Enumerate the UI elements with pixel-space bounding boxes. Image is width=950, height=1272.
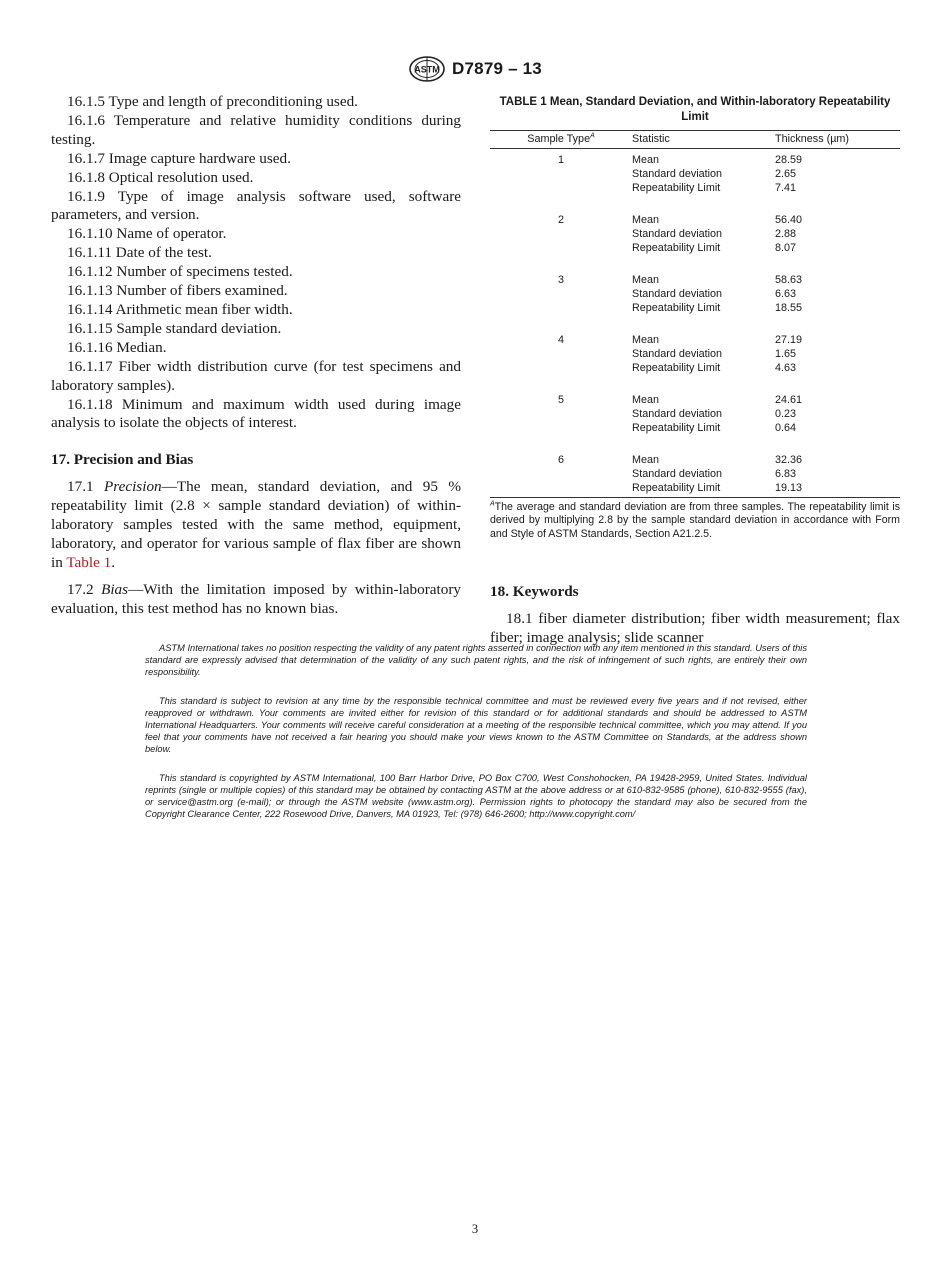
astm-logo-icon xyxy=(408,56,446,82)
bias-paragraph xyxy=(51,581,461,619)
list-item: 16.1.12 Number of specimens tested. xyxy=(67,263,293,281)
thickness-cell: 6.83 xyxy=(775,468,797,480)
statistic-cell: Standard deviation xyxy=(632,288,723,300)
precision-term: Precision xyxy=(103,478,162,496)
table-1-link[interactable]: Table 1 xyxy=(66,553,112,571)
sample-type-cell xyxy=(490,287,632,301)
table-row xyxy=(490,481,900,498)
statistic-cell: Mean xyxy=(632,394,660,406)
list-item: 16.1.14 Arithmetic mean fiber width. xyxy=(67,300,293,318)
para-number: 17.1 xyxy=(67,478,94,496)
table-row xyxy=(490,209,900,227)
statistic-cell: Mean xyxy=(632,154,660,166)
patent-notice: ASTM International takes no position respecting the validity of any patent rights asserted in connection with any item mentioned in this standard. Users of this standard are expressly advised that determination of the validity of any such patent rights, and the risk of infringement of such rights, are entirely their own responsibility. xyxy=(145,643,807,678)
statistic-cell: Repeatability Limit xyxy=(632,481,775,498)
svg-text:ASTM: ASTM xyxy=(414,64,440,75)
spacer-cell xyxy=(490,255,900,269)
period: . xyxy=(111,553,116,571)
sample-type-cell xyxy=(490,347,632,361)
statistic-cell: Standard deviation xyxy=(632,408,723,420)
statistics-table xyxy=(490,130,900,498)
sample-type-cell xyxy=(490,227,632,241)
sample-type-cell: 1 xyxy=(557,154,564,166)
table-row xyxy=(490,407,900,421)
sample-type-cell: 6 xyxy=(557,454,564,466)
thickness-cell: 27.19 xyxy=(775,334,803,346)
table-row xyxy=(490,149,900,168)
statistic-cell: Repeatability Limit xyxy=(632,182,721,194)
list-item: 16.1.13 Number of fibers examined. xyxy=(67,282,288,300)
sample-type-cell xyxy=(490,467,632,481)
table-row xyxy=(490,167,900,181)
row-spacer xyxy=(490,255,900,269)
list-item: 16.1.6 Temperature and relative humidity conditions during testing. xyxy=(51,111,461,148)
list-item: 16.1.8 Optical resolution used. xyxy=(67,168,254,186)
sample-type-cell: 2 xyxy=(557,214,564,226)
table-row xyxy=(490,467,900,481)
thickness-cell: 32.36 xyxy=(775,454,803,466)
table-body xyxy=(490,149,900,498)
table-row xyxy=(490,449,900,467)
row-spacer xyxy=(490,195,900,209)
list-item: 16.1.11 Date of the test. xyxy=(67,244,212,262)
page-header xyxy=(0,56,950,82)
statistic-cell: Standard deviation xyxy=(632,468,723,480)
list-item: 16.1.18 Minimum and maximum width used during image analysis to isolate the objects of interest. xyxy=(51,395,461,432)
keywords-paragraph: 18.1 fiber diameter distribution; fiber width measurement; flax fiber; image analysis; slide scanner xyxy=(490,609,900,646)
sample-type-cell xyxy=(490,407,632,421)
col-statistic: Statistic xyxy=(632,131,775,149)
table-header-row xyxy=(490,131,900,149)
table-row xyxy=(490,227,900,241)
spacer-cell xyxy=(490,195,900,209)
list-item: 16.1.5 Type and length of preconditioning used. xyxy=(67,93,358,110)
statistic-cell: Standard deviation xyxy=(632,168,723,180)
document-id: D7879 – 13 xyxy=(452,59,542,78)
table-row xyxy=(490,241,900,255)
table-row xyxy=(490,287,900,301)
table-row xyxy=(490,421,900,435)
list-item: 16.1.15 Sample standard deviation. xyxy=(67,319,282,337)
bias-term: Bias xyxy=(101,580,129,598)
statistic-cell: Mean xyxy=(632,274,660,286)
thickness-cell: 28.59 xyxy=(775,154,803,166)
spacer-cell xyxy=(490,315,900,329)
header-label: Sample Type xyxy=(527,133,591,145)
page-number: 3 xyxy=(471,1222,479,1236)
footnote-marker: A xyxy=(490,500,495,508)
left-column xyxy=(51,93,461,619)
thickness-cell: 2.88 xyxy=(775,228,797,240)
list-item: 16.1.7 Image capture hardware used. xyxy=(67,149,291,167)
table-row xyxy=(490,181,900,195)
sample-type-cell: 4 xyxy=(557,334,564,346)
table-footnote xyxy=(490,501,900,541)
statistic-cell: Repeatability Limit xyxy=(632,422,721,434)
section-18-heading: 18. Keywords xyxy=(490,582,579,600)
row-spacer xyxy=(490,375,900,389)
thickness-cell: 0.23 xyxy=(775,408,797,420)
table-row xyxy=(490,389,900,407)
table-row xyxy=(490,329,900,347)
statistic-cell: Repeatability Limit xyxy=(632,302,721,314)
legal-notices xyxy=(145,642,807,836)
table-row xyxy=(490,347,900,361)
statistic-cell: Standard deviation xyxy=(632,228,723,240)
col-thickness: Thickness (µm) xyxy=(775,131,900,149)
sample-type-cell: 5 xyxy=(557,394,564,406)
list-item: 16.1.10 Name of operator. xyxy=(67,225,227,243)
thickness-cell: 7.41 xyxy=(775,182,797,194)
right-column xyxy=(490,95,900,647)
sample-type-cell xyxy=(490,481,632,498)
table-row xyxy=(490,269,900,287)
table-row xyxy=(490,301,900,315)
precision-text: —The mean, standard deviation, and 95 % repeatability limit (2.8 × sample standard deviation) of within-laboratory samples tested with the same method, equipment, laboratory, and operator for various sample of flax fiber are shown in xyxy=(51,478,462,571)
thickness-cell: 0.64 xyxy=(775,422,797,434)
thickness-cell: 4.63 xyxy=(775,362,797,374)
thickness-cell: 56.40 xyxy=(775,214,803,226)
statistic-cell: Repeatability Limit xyxy=(632,362,721,374)
col-sample-type xyxy=(490,131,632,149)
sample-type-cell: 3 xyxy=(557,274,564,286)
statistic-cell: Mean xyxy=(632,454,660,466)
statistic-cell: Repeatability Limit xyxy=(632,242,721,254)
spacer-cell xyxy=(490,435,900,449)
sample-type-cell xyxy=(490,167,632,181)
thickness-cell: 2.65 xyxy=(775,168,797,180)
thickness-cell: 19.13 xyxy=(775,481,900,498)
sample-type-cell xyxy=(490,241,632,255)
sample-type-cell xyxy=(490,361,632,375)
para-number: 17.2 xyxy=(67,580,94,598)
thickness-cell: 24.61 xyxy=(775,394,803,406)
table-row xyxy=(490,361,900,375)
table-title: TABLE 1 Mean, Standard Deviation, and Within-laboratory Repeatability Limit xyxy=(499,96,891,123)
thickness-cell: 18.55 xyxy=(775,302,803,314)
thickness-cell: 1.65 xyxy=(775,348,797,360)
thickness-cell: 58.63 xyxy=(775,274,803,286)
list-item: 16.1.16 Median. xyxy=(67,338,167,356)
list-item: 16.1.9 Type of image analysis software used, software parameters, and version. xyxy=(51,187,461,224)
row-spacer xyxy=(490,315,900,329)
footnote-text: The average and standard deviation are from three samples. The repeatability limit is derived by multiplying 2.8 by the sample standard deviation in accordance with Form and Style of ASTM Standards, Section A21.2.5. xyxy=(490,501,900,540)
sample-type-cell xyxy=(490,181,632,195)
spacer-cell xyxy=(490,375,900,389)
thickness-cell: 6.63 xyxy=(775,288,797,300)
thickness-cell: 8.07 xyxy=(775,242,797,254)
statistic-cell: Mean xyxy=(632,334,660,346)
section-17-heading: 17. Precision and Bias xyxy=(51,451,194,469)
footnote-marker: A xyxy=(590,132,595,140)
list-item: 16.1.17 Fiber width distribution curve (for test specimens and laboratory samples). xyxy=(51,357,461,394)
statistic-cell: Standard deviation xyxy=(632,348,723,360)
revision-notice: This standard is subject to revision at any time by the responsible technical committee and must be reviewed every five years and if not revised, either reapproved or withdrawn. Your comments are invited either for revision of this standard or for additional standards and should be addressed to ASTM International Headquarters. Your comments will receive careful consideration at a meeting of the responsible technical committee, which you may attend. If you feel that your comments have not received a fair hearing you should make your views known to the ASTM Committee on Standards, at the address shown below. xyxy=(145,695,807,755)
copyright-notice: This standard is copyrighted by ASTM International, 100 Barr Harbor Drive, PO Box C700, West Conshohocken, PA 19428-2959, United States. Individual reprints (single or multiple copies) of this standard may be obtained by contacting ASTM at the above address or at 610-832-9585 (phone), 610-832-9555 (fax), or service@astm.org (e-mail); or through the ASTM website (www.astm.org). Permission rights to photocopy the standard may also be secured from the Copyright Clearance Center, 222 Rosewood Drive, Danvers, MA 01923, Tel: (978) 646-2600; http://www.copyright.com/ xyxy=(145,772,807,820)
bias-text: —With the limitation imposed by within-laboratory evaluation, this test method has no known bias. xyxy=(51,580,461,617)
sample-type-cell xyxy=(490,421,632,435)
statistic-cell: Mean xyxy=(632,214,660,226)
precision-paragraph xyxy=(51,478,461,573)
sample-type-cell xyxy=(490,301,632,315)
row-spacer xyxy=(490,435,900,449)
